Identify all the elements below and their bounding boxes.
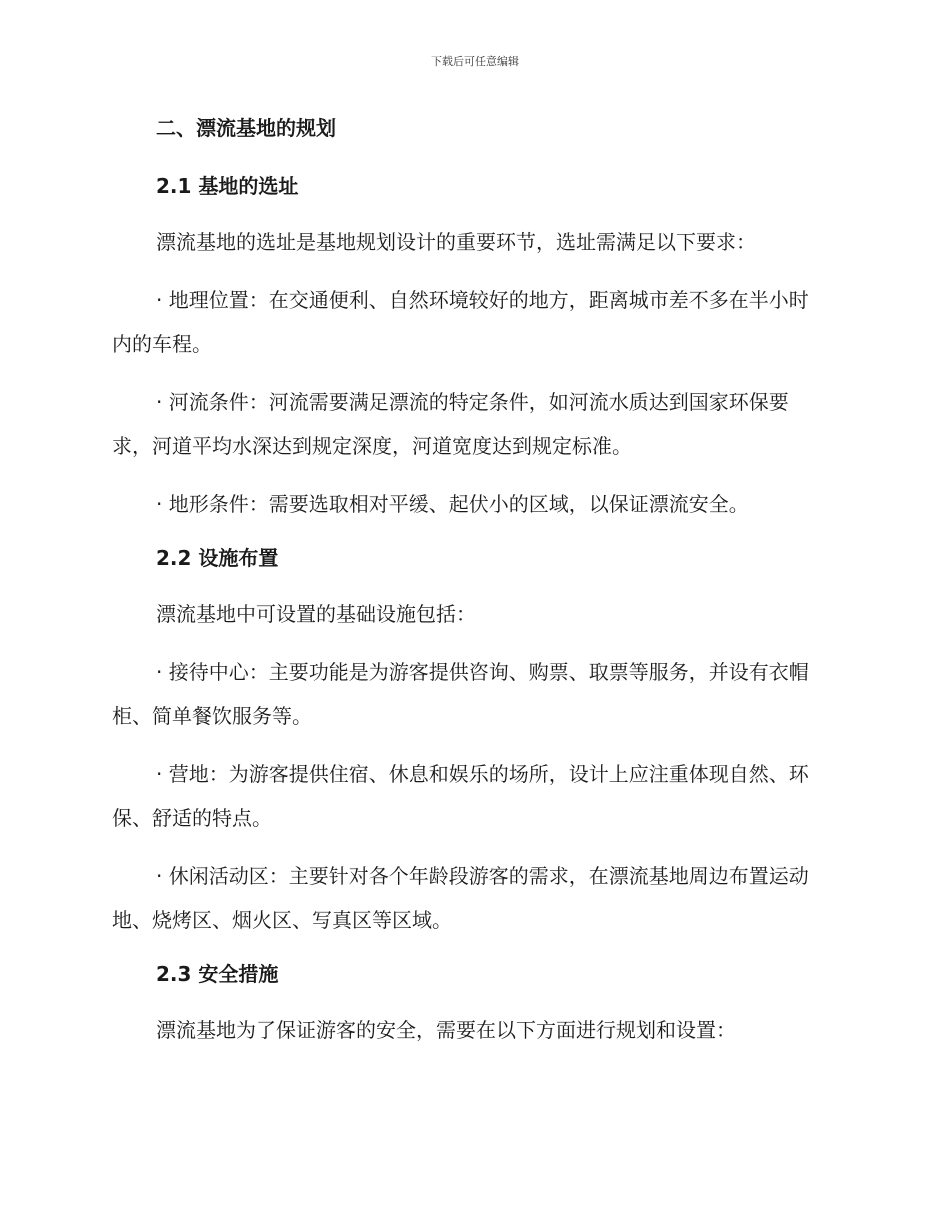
- paragraph-site-intro: 漂流基地的选址是基地规划设计的重要环节，选址需满足以下要求：: [156, 230, 756, 254]
- document-body: [112, 110, 824, 1052]
- subsection-title-site: 2.1 基地的选址: [156, 174, 299, 198]
- subsection-title-facilities: 2.2 设施布置: [156, 546, 279, 570]
- bullet-reception-center: · 接待中心：主要功能是为游客提供咨询、购票、取票等服务，并设有衣帽柜、简单餐饮服务等。: [112, 660, 809, 728]
- bullet-river-conditions: · 河流条件：河流需要满足漂流的特定条件，如河流水质达到国家环保要求，河道平均水深达到规定深度，河道宽度达到规定标准。: [112, 390, 789, 458]
- subsection-title-safety: 2.3 安全措施: [156, 962, 279, 986]
- bullet-geo-location: · 地理位置：在交通便利、自然环境较好的地方，距离城市差不多在半小时内的车程。: [112, 288, 809, 356]
- bullet-leisure-area: · 休闲活动区：主要针对各个年龄段游客的需求，在漂流基地周边布置运动地、烧烤区、烟火区、写真区等区域。: [112, 864, 809, 932]
- section-title: 二、漂流基地的规划: [156, 116, 336, 140]
- paragraph-safety-intro: 漂流基地为了保证游客的安全，需要在以下方面进行规划和设置：: [156, 1018, 736, 1042]
- page-header: 下载后可任意编辑: [431, 55, 519, 68]
- bullet-campsite: · 营地：为游客提供住宿、休息和娱乐的场所，设计上应注重体现自然、环保、舒适的特点。: [112, 762, 809, 830]
- bullet-terrain-conditions: · 地形条件：需要选取相对平缓、起伏小的区域，以保证漂流安全。: [156, 492, 749, 516]
- paragraph-facilities-intro: 漂流基地中可设置的基础设施包括：: [156, 602, 476, 626]
